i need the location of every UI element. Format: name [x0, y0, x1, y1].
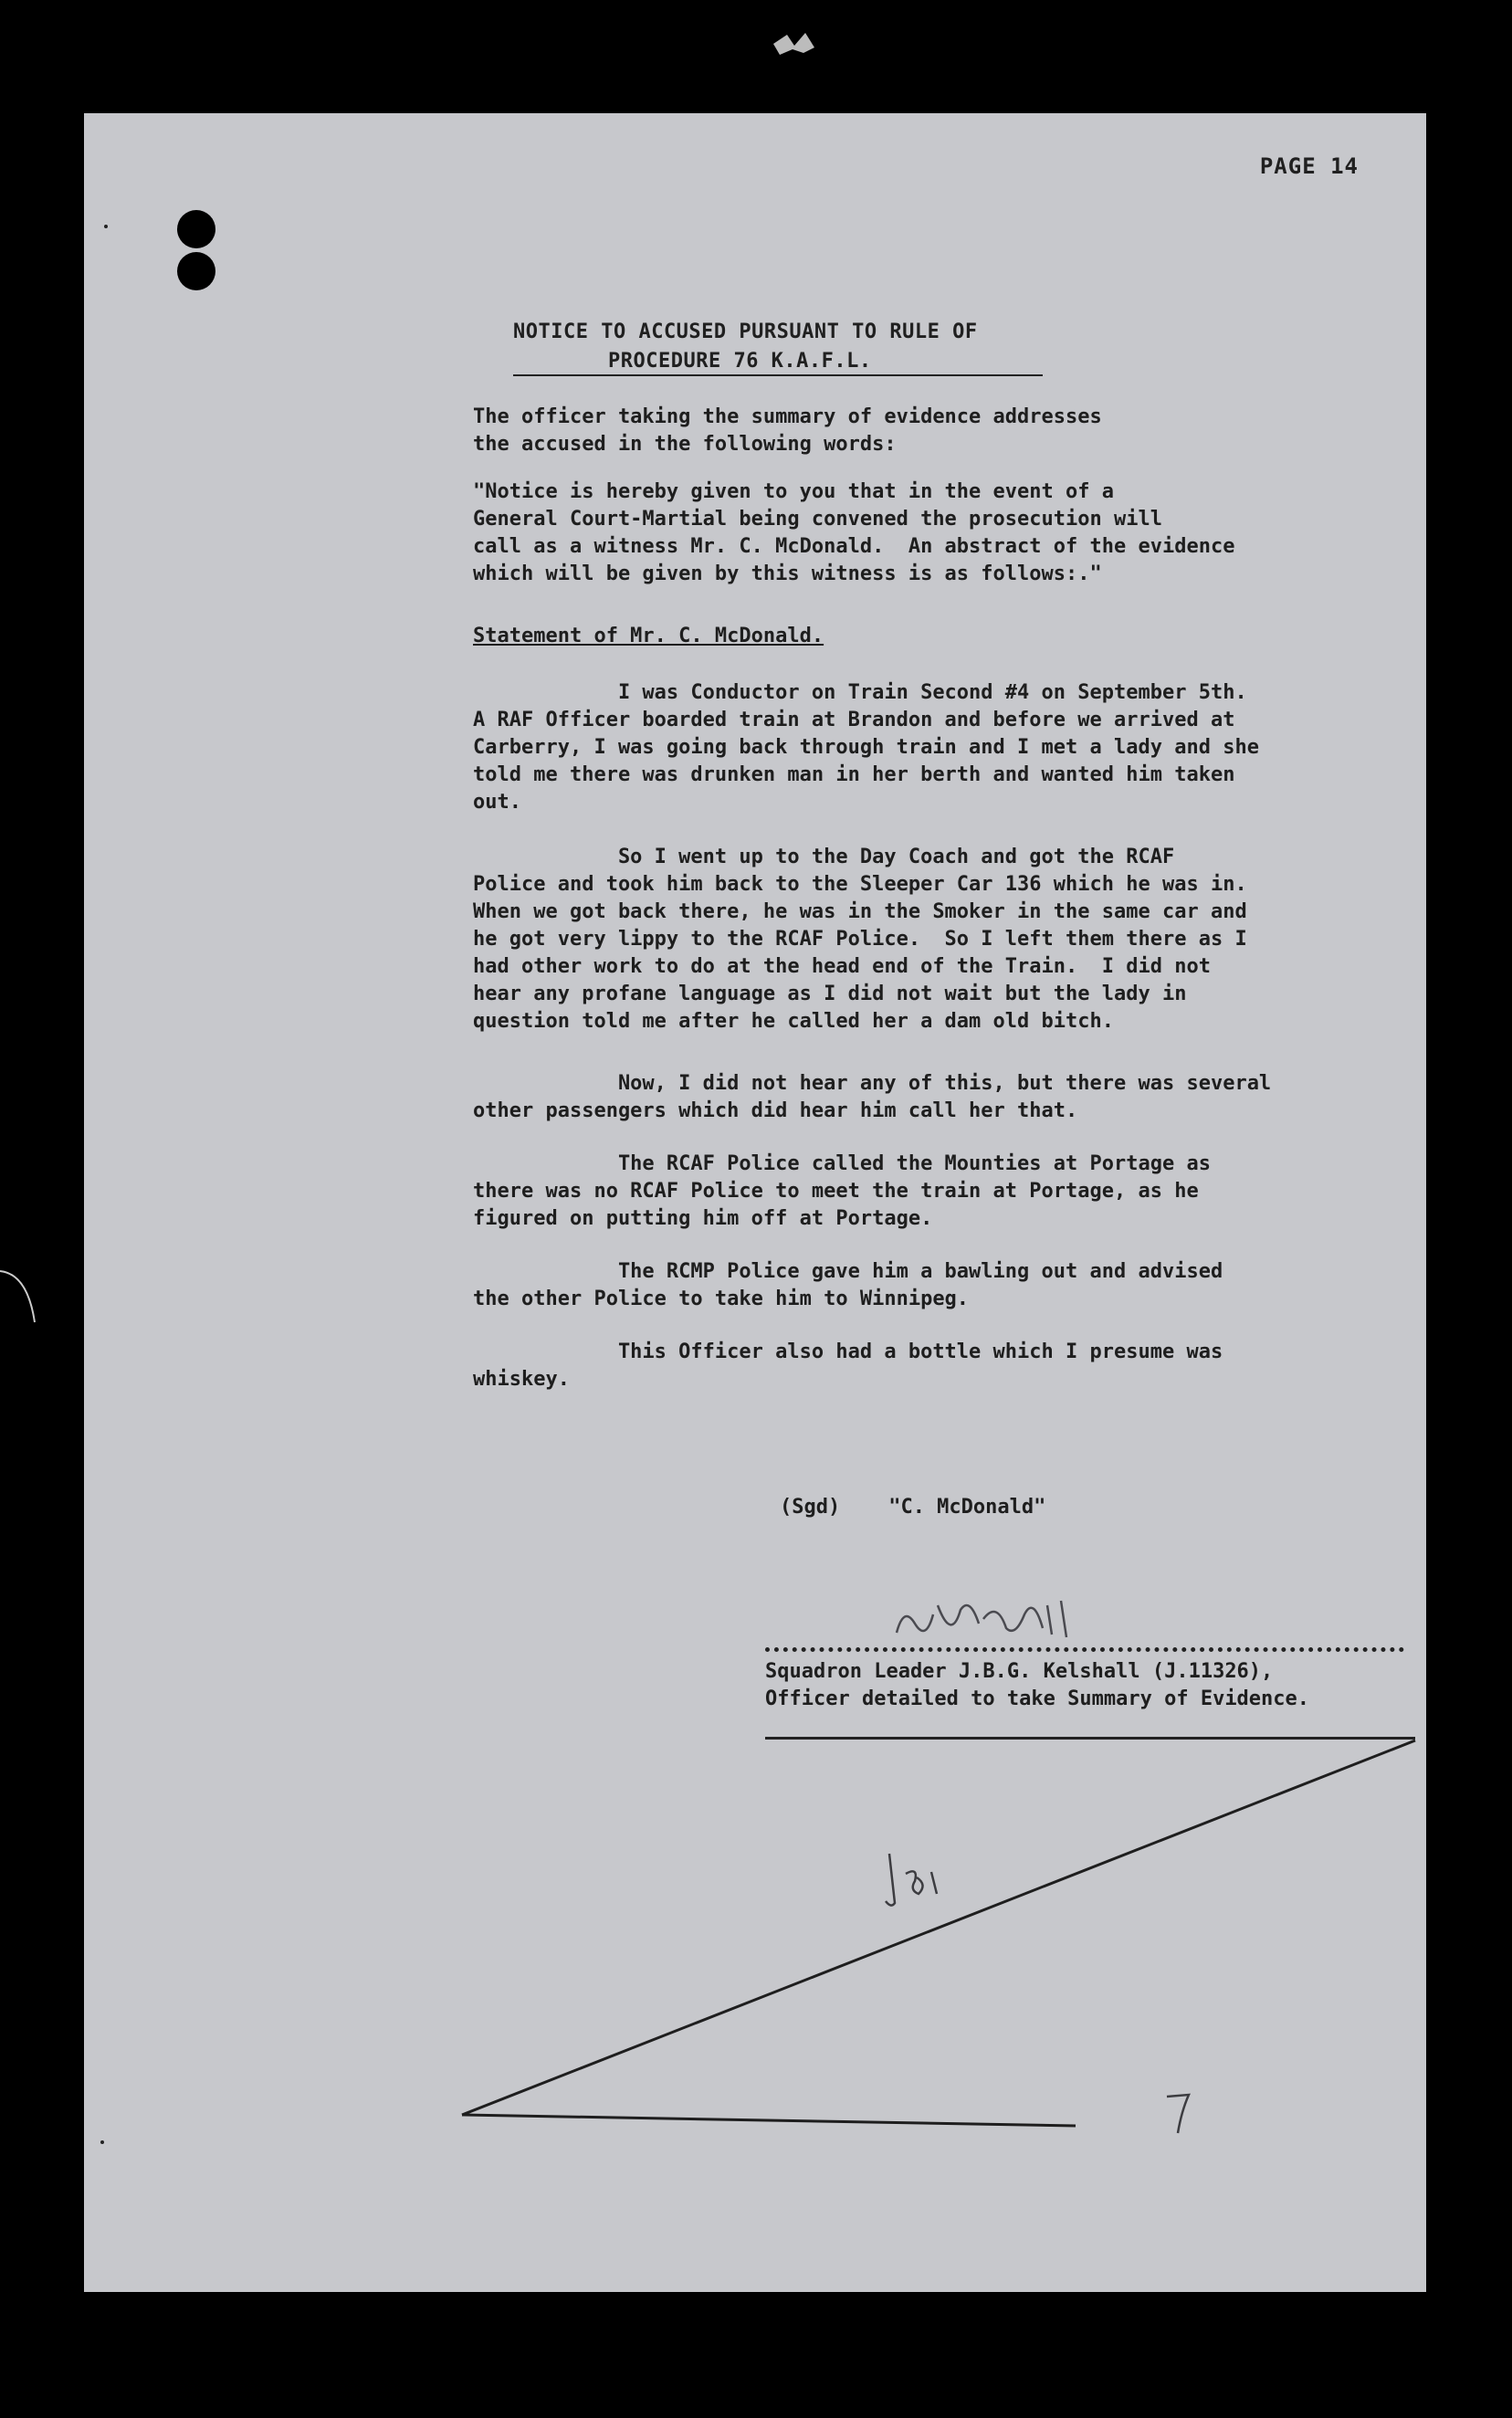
cancellation-slash	[84, 113, 1426, 2292]
folio-mark	[1161, 2086, 1198, 2140]
document-page	[84, 113, 1426, 2292]
intro-text: The officer taking the summary of evidence addresses the accused in the following words:	[473, 405, 1102, 456]
statement-paragraph: So I went up to the Day Coach and got the RCAF Police and took him back to the Sleeper Car 136 which he was in. When we got back there, he was in the Smoker in the same car and he got very lippy to the RCAF Police. So I left them there as I had other work to do at the head end of the Train. I did not hear any profane language as I did not wait but the lady in question told me after he called her a dam old bitch.	[473, 846, 1247, 1033]
signed-line: (Sgd) "C. McDonald"	[780, 1496, 1046, 1519]
statement-paragraph: The RCMP Police gave him a bawling out and advised the other Police to take him to Winnipeg.	[473, 1260, 1223, 1310]
statement-paragraph: This Officer also had a bottle which I presume was whiskey.	[473, 1340, 1223, 1391]
handwritten-initials	[878, 1848, 951, 1912]
statement-paragraph: Now, I did not hear any of this, but there was several other passengers which did hear him call her that.	[473, 1072, 1272, 1122]
statement-paragraph: I was Conductor on Train Second #4 on September 5th. A RAF Officer boarded train at Brandon and before we arrived at Carberry, I was going back through train and I met a lady and she told me there was drunken man in her berth and wanted him taken out.	[473, 681, 1259, 814]
heading-line-2: PROCEDURE 76 K.A.F.L.	[608, 350, 872, 373]
notice-quote: "Notice is hereby given to you that in the event of a General Court-Martial being convened the prosecution will call as a witness Mr. C. McDonald. An abstract of the evidence which will be given by this witness is as follows:."	[473, 480, 1235, 585]
page-number: PAGE 14	[1259, 153, 1359, 179]
statement-title: Statement of Mr. C. McDonald.	[473, 625, 824, 647]
statement-paragraph: The RCAF Police called the Mounties at Portage as there was no RCAF Police to meet the train at Portage, as he figured on putting him off at Portage.	[473, 1152, 1211, 1230]
heading-line-1: NOTICE TO ACCUSED PURSUANT TO RULE OF	[513, 321, 978, 343]
scan-edge-arc	[0, 1269, 37, 1324]
signature-block: Squadron Leader J.B.G. Kelshall (J.11326), Officer detailed to take Summary of Evidence.	[765, 1660, 1310, 1710]
archive-scan-mark	[769, 26, 824, 62]
